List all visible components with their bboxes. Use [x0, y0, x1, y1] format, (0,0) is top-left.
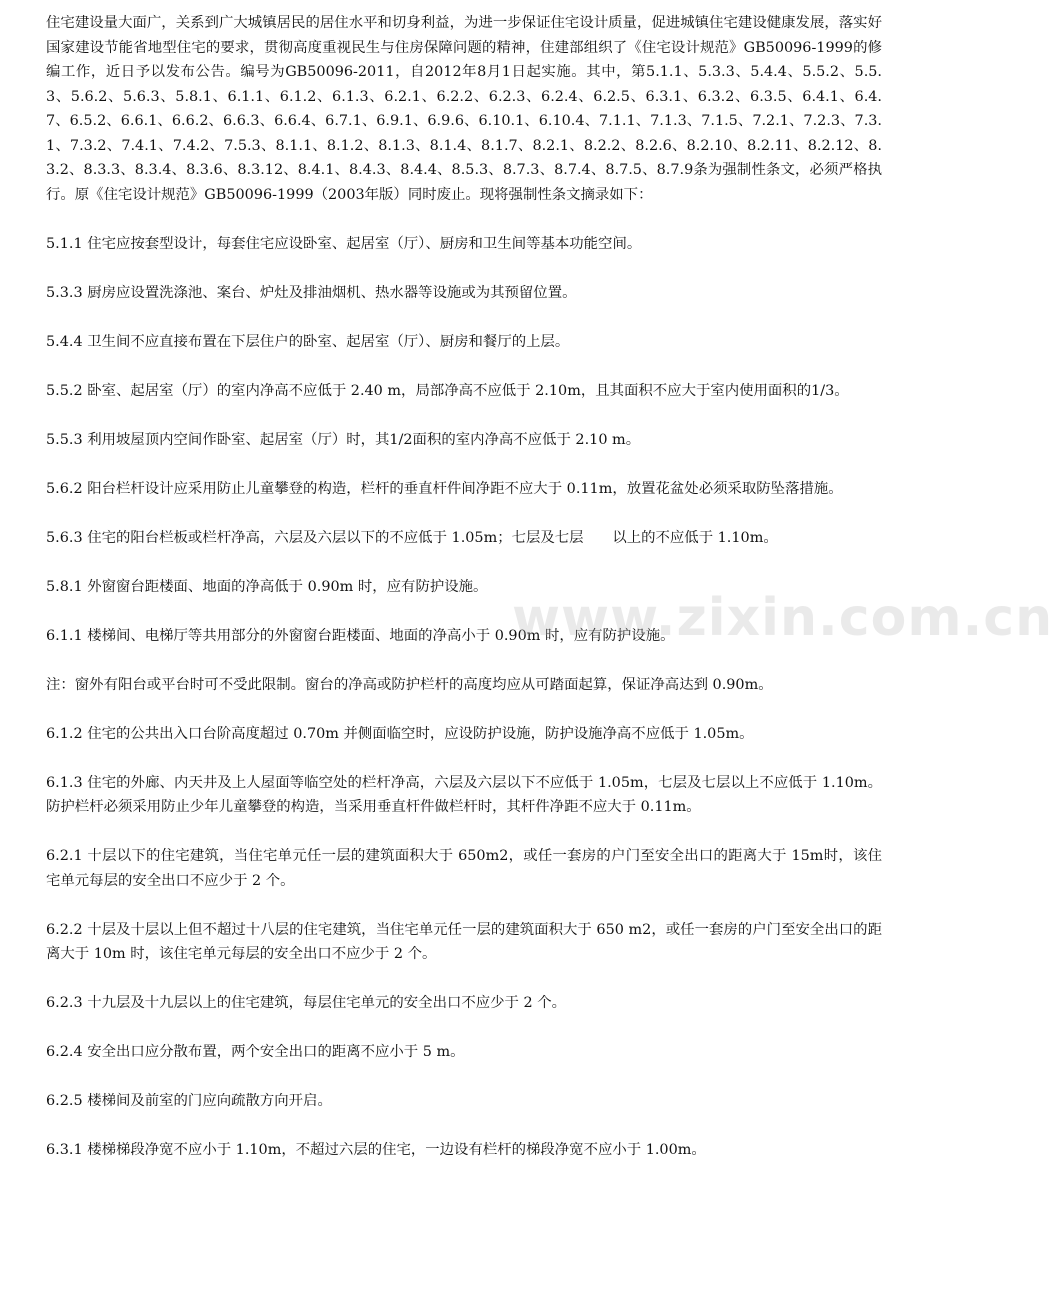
clause-6-3-1: 6.3.1 楼梯梯段净宽不应小于 1.10m，不超过六层的住宅，一边设有栏杆的梯段净宽不应小于 1.00m。 [46, 1142, 706, 1158]
clause-6-1-1: 6.1.1 楼梯间、电梯厅等共用部分的外窗窗台距楼面、地面的净高小于 0.90m 时，应有防护设施。 [46, 627, 675, 644]
clause-6-2-4: 6.2.4 安全出口应分散布置，两个安全出口的距离不应小于 5 m。 [46, 1044, 465, 1060]
clause-5-5-3: 5.5.3 利用坡屋顶内空间作卧室、起居室（厅）时，其1/2面积的室内净高不应低于 2.10 m。 [46, 431, 641, 448]
clause-5-5-2: 5.5.2 卧室、起居室（厅）的室内净高不应低于 2.40 m，局部净高不应低于 2.10m，且其面积不应大于室内使用面积的1/3。 [46, 382, 849, 399]
intro-paragraph: 住宅建设量大面广，关系到广大城镇居民的居住水平和切身利益，为进一步保证住宅设计质量，促进城镇住宅建设健康发展，落实好国家建设节能省地型住宅的要求，贯彻高度重视民生与住房保障问题的精神，住建部组织了《住宅设计规范》GB50096-1999的修编工作，近日予以发布公告。编号为GB50096-2011，自2012年8月1日起实施。其中，第5.1.1、5.3.3、5.4.4、5.5.2、5.5.3、5.6.2、5.6.3、5.8.1、6.1.1、6.1.2、6.1.3、6.2.1、6.2.2、6.2.3、6.2.4、6.2.5、6.3.1、6.3.2、6.3.5、6.4.1、6.4.7、6.5.2、6.6.1、6.6.2、6.6.3、6.6.4、6.7.1、6.9.1、6.9.6、6.10.1、6.10.4、7.1.1、7.1.3、7.1.5、7.2.1、7.2.3、7.3.1、7.3.2、7.4.1、7.4.2、7.5.3、8.1.1、8.1.2、8.1.3、8.1.4、8.1.7、8.2.1、8.2.2、8.2.6、8.2.10、8.2.11、8.2.12、8.3.2、8.3.3、8.3.4、8.3.6、8.3.12、8.4.1、8.4.3、8.4.4、8.5.3、8.7.3、8.7.4、8.7.5、8.7.9条为强制性条文，必须严格执行。原《住宅设计规范》GB50096-1999（2003年版）同时废止。现将强制性条文摘录如下： [46, 15, 882, 203]
clause-5-6-2: 5.6.2 阳台栏杆设计应采用防止儿童攀登的构造，栏杆的垂直杆件间净距不应大于 0.11m，放置花盆处必须采取防坠落措施。 [46, 480, 843, 497]
clause-6-1-3: 6.1.3 住宅的外廊、内天井及上人屋面等临空处的栏杆净高，六层及六层以下不应低于 1.05m，七层及七层以上不应低于 1.10m。防护栏杆必须采用防止少年儿童攀登的构造，当采用垂直杆件做栏杆时，其杆件净距不应大于 0.11m。 [46, 774, 882, 815]
clause-6-1-2: 6.1.2 住宅的公共出入口台阶高度超过 0.70m 并侧面临空时，应设防护设施，防护设施净高不应低于 1.05m。 [46, 725, 754, 742]
clause-6-2-1: 6.2.1 十层以下的住宅建筑，当住宅单元任一层的建筑面积大于 650m2，或任一套房的户门至安全出口的距离大于 15m时，该住宅单元每层的安全出口不应少于 2 个。 [46, 848, 882, 889]
note-paragraph: 注：窗外有阳台或平台时可不受此限制。窗台的净高或防护栏杆的高度均应从可踏面起算，保证净高达到 0.90m。 [46, 676, 773, 693]
clause-5-8-1: 5.8.1 外窗窗台距楼面、地面的净高低于 0.90m 时，应有防护设施。 [46, 578, 488, 595]
document-body [46, 11, 882, 1187]
clause-6-2-2: 6.2.2 十层及十层以上但不超过十八层的住宅建筑，当住宅单元任一层的建筑面积大于 650 m2，或任一套房的户门至安全出口的距离大于 10m 时，该住宅单元每层的安全出口不应少于 2 个。 [46, 921, 882, 962]
clause-6-2-5: 6.2.5 楼梯间及前室的门应向疏散方向开启。 [46, 1093, 332, 1109]
clause-6-2-3: 6.2.3 十九层及十九层以上的住宅建筑，每层住宅单元的安全出口不应少于 2 个。 [46, 995, 566, 1011]
clause-5-1-1: 5.1.1 住宅应按套型设计，每套住宅应设卧室、起居室（厅）、厨房和卫生间等基本功能空间。 [46, 235, 642, 252]
clause-5-4-4: 5.4.4 卫生间不应直接布置在下层住户的卧室、起居室（厅）、厨房和餐厅的上层。 [46, 333, 570, 350]
site-watermark: www.zixin.com.cn [512, 588, 1053, 648]
clause-5-6-3: 5.6.3 住宅的阳台栏板或栏杆净高，六层及六层以下的不应低于 1.05m；七层及七层 以上的不应低于 1.10m。 [46, 529, 778, 546]
clause-5-3-3: 5.3.3 厨房应设置洗涤池、案台、炉灶及排油烟机、热水器等设施或为其预留位置。 [46, 284, 577, 301]
